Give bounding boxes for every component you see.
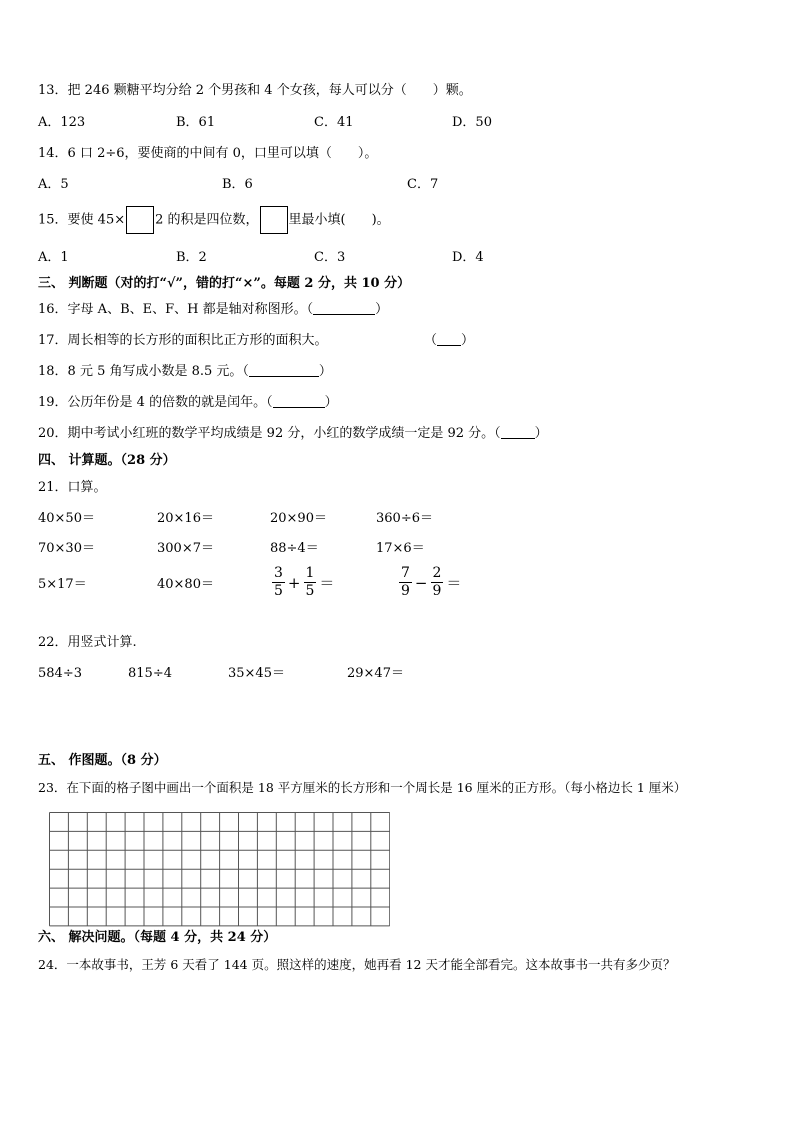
question-text: 把 246 颗糖平均分给 2 个男孩和 4 个女孩，每人可以分（ ）颗。 (67, 83, 472, 98)
calc-item: 29×47＝ (347, 666, 404, 681)
question-15 (38, 206, 390, 235)
question-number: 13． (38, 83, 68, 98)
question-22-title: 22．用竖式计算. (38, 635, 137, 650)
fraction: $\frac{3}{5}$ (274, 565, 283, 599)
question-text-part1: 要使 45× (67, 212, 126, 228)
calc-item: 88÷4＝ (270, 541, 319, 556)
paren-close: ） (318, 364, 332, 379)
question-text: 16．字母 A、B、E、F、H 都是轴对称图形。（ (38, 302, 314, 317)
question-text: 6 口 2÷6，要使商的中间有 0，口里可以填（ ）。 (67, 146, 378, 161)
calc-item: 17×6＝ (376, 541, 425, 556)
answer-blank[interactable] (273, 395, 325, 408)
question-text: 17．周长相等的长方形的面积比正方形的面积大。 (38, 333, 328, 348)
q13-option-c: C．41 (314, 115, 354, 130)
paren-close: ） (534, 426, 548, 441)
fraction-expression-2 (399, 565, 464, 600)
q14-option-b: B．6 (222, 177, 253, 192)
q13-option-a: A．123 (38, 115, 86, 130)
calc-item: 815÷4 (128, 666, 172, 681)
section-3-title: 三、 判断题（对的打“√”，错的打“×”。每题 2 分，共 10 分） (38, 276, 411, 291)
answer-blank[interactable] (437, 333, 461, 346)
question-14 (38, 146, 377, 162)
calc-item: 5×17＝ (38, 577, 87, 592)
fraction: $\frac{1}{5}$ (305, 565, 315, 599)
question-24: 24．一本故事书，王芳 6 天看了 144 页。照这样的速度，她再看 12 天才能全部看完。这本故事书一共有多少页？ (38, 957, 676, 972)
fraction: $\frac{7}{9}$ (401, 565, 410, 599)
q15-option-d: D．4 (452, 250, 484, 265)
question-text-part3: 里最小填( )。 (288, 212, 390, 228)
q14-option-c: C．7 (407, 177, 439, 192)
calc-item: 360÷6＝ (376, 511, 433, 526)
question-13 (38, 83, 472, 99)
equals-sign: ＝ (319, 574, 335, 592)
q15-option-c: C．3 (314, 250, 346, 265)
answer-blank[interactable] (501, 426, 535, 439)
calc-item: 20×16＝ (157, 511, 214, 526)
fraction-expression-1 (272, 565, 337, 600)
answer-box[interactable] (126, 206, 154, 234)
paren-close: ） (375, 302, 389, 317)
question-text: 19．公历年份是 4 的倍数的就是闰年。（ (38, 395, 273, 410)
drawing-grid[interactable] (49, 812, 390, 927)
question-text: 20．期中考试小红班的数学平均成绩是 92 分，小红的数学成绩一定是 92 分。（ (38, 426, 501, 441)
question-21-title: 21．口算。 (38, 480, 107, 495)
question-text: 18．8 元 5 角写成小数是 8.5 元。（ (38, 364, 249, 379)
paren-close: ） (324, 395, 338, 410)
q13-option-b: B．61 (176, 115, 216, 130)
calc-item: 40×80＝ (157, 577, 214, 592)
question-19 (38, 395, 338, 411)
question-17-answer (424, 333, 474, 349)
calc-item: 20×90＝ (270, 511, 327, 526)
question-17 (38, 333, 328, 349)
question-16 (38, 302, 388, 318)
q14-option-a: A．5 (38, 177, 69, 192)
paren-open: （ (424, 333, 438, 348)
equals-sign: ＝ (446, 574, 462, 592)
paren-close: ） (461, 333, 475, 348)
section-4-title: 四、 计算题。（28 分） (38, 453, 176, 468)
calc-item: 584÷3 (38, 666, 82, 681)
operator: − (414, 573, 428, 592)
calc-item: 40×50＝ (38, 511, 95, 526)
section-5-title: 五、 作图题。（8 分） (38, 753, 167, 768)
question-number: 15． (38, 212, 68, 228)
question-23: 23．在下面的格子图中画出一个面积是 18 平方厘米的长方形和一个周长是 16 厘米的正方形。（每小格边长 1 厘米） (38, 780, 687, 795)
question-20 (38, 426, 548, 442)
q15-option-b: B．2 (176, 250, 207, 265)
q15-option-a: A．1 (38, 250, 69, 265)
q13-option-d: D．50 (452, 115, 492, 130)
calc-item: 70×30＝ (38, 541, 95, 556)
question-text-part2: 2 的积是四位数， (155, 212, 259, 228)
fraction: $\frac{2}{9}$ (432, 565, 442, 599)
answer-box[interactable] (260, 206, 288, 234)
calc-item: 300×7＝ (157, 541, 214, 556)
operator: + (287, 573, 301, 592)
section-6-title: 六、 解决问题。（每题 4 分，共 24 分） (38, 930, 277, 945)
calc-item: 35×45＝ (228, 666, 285, 681)
answer-blank[interactable] (249, 364, 319, 377)
question-18 (38, 364, 332, 380)
question-number: 14． (38, 146, 68, 161)
answer-blank[interactable] (313, 302, 375, 315)
